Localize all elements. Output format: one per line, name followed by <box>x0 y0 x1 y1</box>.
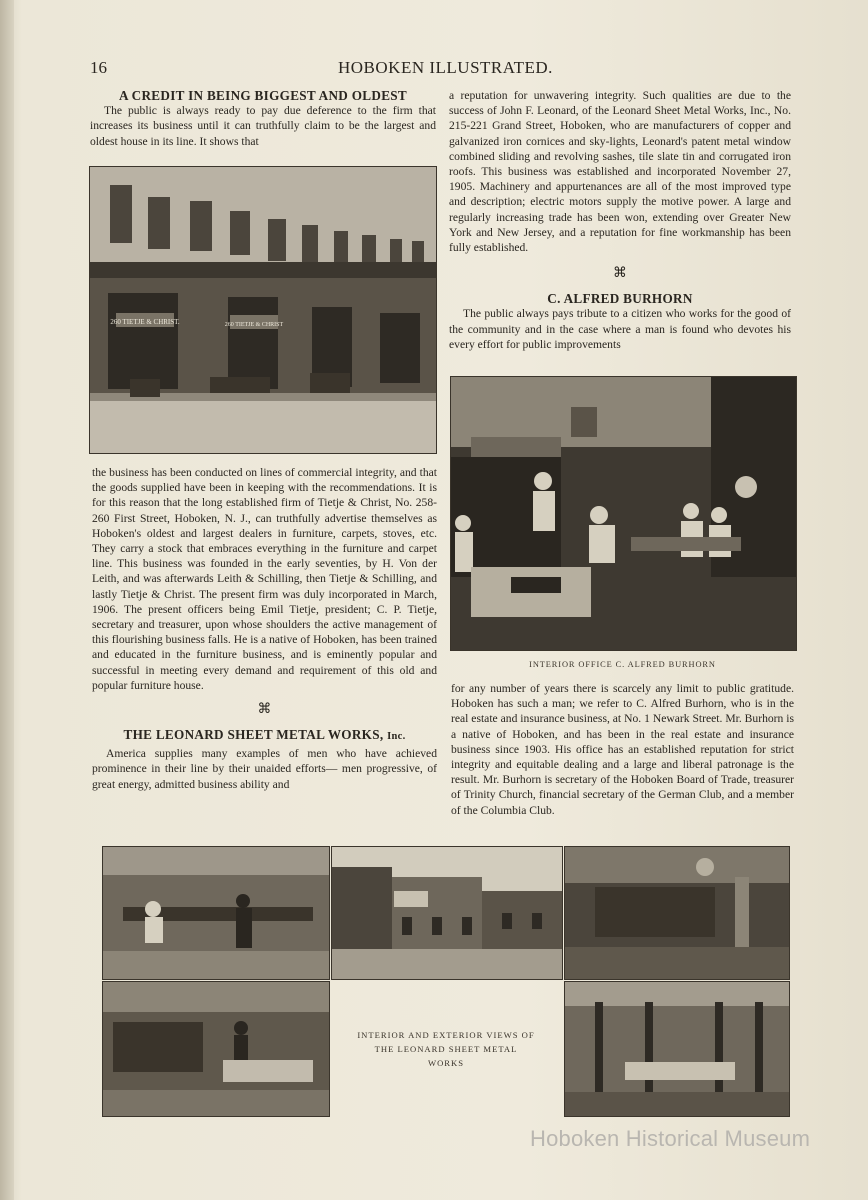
article-paragraph: America supplies many examples of men who have achieved prominence in their line by their unaided efforts— men progressive, of great energy, admitted business ability and <box>92 747 437 791</box>
leonard-workshop-photo-4 <box>564 981 790 1117</box>
page-number: 16 <box>90 58 107 77</box>
store-sign-left: 260 TIETJE & CHRIST. <box>110 318 180 326</box>
article-heading-biggest-oldest: A CREDIT IN BEING BIGGEST AND OLDEST <box>118 88 408 103</box>
office-interior-illustration <box>451 377 796 650</box>
workshop-illustration <box>103 847 329 979</box>
burhorn-office-photo <box>450 376 797 651</box>
page-header <box>90 58 790 82</box>
leonard-workshop-photo-2 <box>564 846 790 980</box>
museum-watermark: Hoboken Historical Museum <box>530 1126 811 1151</box>
caption-line: WORKS <box>427 1058 465 1068</box>
leonard-workshop-photo-3 <box>102 981 330 1117</box>
leonard-photos-caption <box>331 1028 561 1070</box>
workshop-illustration <box>565 982 789 1116</box>
article-leonard-continued <box>449 88 791 352</box>
article-heading-leonard <box>92 727 437 744</box>
article-heading-burhorn: C. ALFRED BURHORN <box>547 291 693 307</box>
running-title: HOBOKEN ILLUSTRATED. <box>338 58 553 77</box>
leonard-workshop-photo-1 <box>102 846 330 980</box>
article-tietje-body <box>92 465 437 792</box>
article-paragraph: The public is always ready to pay due deference to the firm that increases its business until it can truthfully claim to be the largest and oldest house in its line. It shows that <box>90 104 436 148</box>
leonard-exterior-photo <box>331 846 563 980</box>
caption-line: INTERIOR AND EXTERIOR VIEWS OF <box>357 1030 535 1040</box>
heading-suffix: Inc. <box>387 731 406 743</box>
workshop-illustration <box>565 847 789 979</box>
workshop-illustration <box>103 982 329 1116</box>
exterior-building-illustration <box>332 847 562 979</box>
article-paragraph: for any number of years there is scarcely any limit to public gratitude. Hoboken has such a man; we refer to C. Alfred Burhorn, who is in the real estate and insurance business, at No. 1 Newark Street. Mr. Burhorn is a native of Hoboken, and has been in the real estate and insurance business since 1903. His office has an established reputation for strict integrity and equitable dealing and a large and liberal patronage is the result. Mr. Burhorn is secretary of the Hoboken Board of Trade, treasurer of Trinity Church, financial secretary of the German Club, and a member of the Columbia Club. <box>451 682 794 817</box>
ornament-divider-icon: ⌘ <box>257 702 272 718</box>
tietje-christ-storefront-photo <box>89 166 437 454</box>
page-binding-edge <box>0 0 14 1200</box>
burhorn-photo-caption: INTERIOR OFFICE C. ALFRED BURHORN <box>529 660 716 669</box>
article-tietje-intro <box>90 88 436 149</box>
article-paragraph: a reputation for unwavering integrity. Such qualities are due to the success of John F. Leonard, of the Leonard Sheet Metal Works, Inc., No. 215-221 Grand Street, Hoboken, who are manufacturers of copper and galvanized iron cornices and sky-lights, Leonard's patent metal window combined sliding and revolving sashes, tile slate tin and corrugated iron roofs. This business was established and incorporated November 27, 1905. Machinery and appurtenances are all of the most improved type and description; electric motors supply the motive power. A large and regularly increasing trade has been won, extending over Greater New York and New Jersey, and a reputation for fine workmanship has been fully established. <box>449 89 791 255</box>
article-paragraph: The public always pays tribute to a citizen who works for the good of the community and in the case where a man is found who devotes his every effort for public improvements <box>449 307 791 351</box>
article-paragraph: the business has been conducted on lines of commercial integrity, and that the goods supplied have been in keeping with the recommendations. It is for this reason that the long established firm of Tietje & Christ, No. 258-260 First Street, Hoboken, N. J., can truthfully advertise themselves as Hoboken's oldest and largest dealers in furniture, carpets, stoves, etc. They carry a stock that embraces everything in the furniture and carpet line. This business was founded in the early seventies, by H. Von der Leith, and was afterwards Leith & Schilling, then Tietje & Schilling, and lastly Tietje & Christ. The present firm was duly incorporated in March, 1906. The present officers being Emil Tietje, president; C. P. Tietje, secretary and treasurer, upon whose shoulders the active management of this flourishing business falls. He is a native of Hoboken, has been trained and educated in the furniture business, and is eminently popular and successful in meeting every demand and requirement of this old and popular furniture house. <box>92 466 437 692</box>
storefront-illustration <box>90 167 436 453</box>
article-burhorn-body <box>451 681 794 818</box>
heading-text: THE LEONARD SHEET METAL WORKS, <box>123 727 384 743</box>
caption-line: THE LEONARD SHEET METAL <box>374 1044 518 1054</box>
ornament-divider-icon: ⌘ <box>613 266 627 282</box>
store-sign-right: 260 TIETJE & CHRIST <box>224 322 284 328</box>
